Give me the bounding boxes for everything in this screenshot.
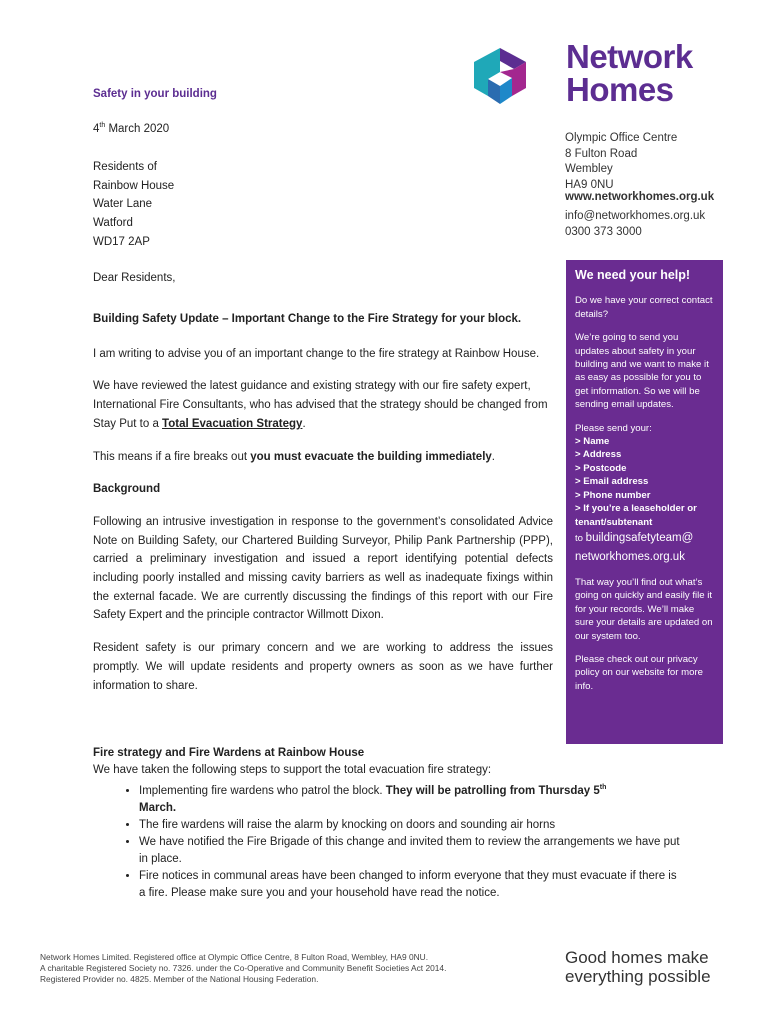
list-item: > Phone number: [575, 489, 651, 501]
recipient-line: WD17 2AP: [93, 235, 150, 248]
sidebar-email-2[interactable]: networkhomes.org.uk: [575, 550, 685, 563]
paragraph-4: Following an intrusive investigation in response to the government’s consolidated Advice Note on Building Safety, our Chartered Building Surveyor, Philip Pank Partnership (PPP), carried a preliminary investigation and issued a report identifying potential defects including poorly installed and missing cavity barriers as well as inadequate fixings within the external facade. We are currently discussing the findings of this report with our Fire Safety Expert and the principle contractor Willmott Dixon.: [93, 515, 553, 622]
logo-mark-icon: [474, 48, 526, 104]
contact-details: [565, 209, 705, 240]
letter-date: [93, 122, 169, 135]
sidebar-paragraph-3: Please check out our privacy policy on our website for more info.: [575, 653, 703, 692]
recipient-line: Rainbow House: [93, 179, 175, 192]
tagline-line-2: everything possible: [565, 967, 711, 986]
evacuate-emphasis: you must evacuate the building immediately: [250, 450, 492, 463]
recipient-line: Watford: [93, 217, 133, 230]
sidebar-paragraph-1: We’re going to send you updates about safety in your building and we want to make it as easy as possible for you to get information. So we will be sending email updates.: [575, 332, 709, 411]
list-item: [139, 779, 703, 817]
footer-line: A charitable Registered Society no. 7326. under the Co-Operative and Community Benefit Societies Act 2014.: [40, 963, 447, 973]
recipient-address: [93, 158, 174, 252]
fire-heading: Fire strategy and Fire Wardens at Rainbow House: [93, 747, 365, 759]
list-item: • We have notified the Fire Brigade of this change and invited them to review the arrangements we have put in place.: [139, 834, 684, 868]
footer-line: Network Homes Limited. Registered office at Olympic Office Centre, 8 Fulton Road, Wembley, HA9 0NU.: [40, 952, 429, 962]
total-evacuation-link: Total Evacuation Strategy: [162, 417, 303, 430]
sidebar-email: [575, 529, 714, 566]
list-item: > Postcode: [575, 462, 627, 474]
bullet-1-text: Implementing fire wardens who patrol the block.: [139, 784, 386, 797]
paragraph-1: I am writing to advise you of an important change to the fire strategy at Rainbow House.: [93, 347, 540, 360]
office-address: [565, 131, 677, 193]
date-rest: March 2020: [105, 122, 170, 135]
office-line: Wembley: [565, 163, 613, 175]
footer-legal: [40, 952, 446, 985]
fire-strategy-section: [93, 745, 703, 902]
fire-steps-list: [93, 779, 703, 902]
list-item: > Name: [575, 436, 610, 448]
paragraph-5: Resident safety is our primary concern and we are working to address the issues promptly. We will update residents and property owners as soon as we have further information to share.: [93, 642, 553, 692]
logo-wordmark: [566, 40, 693, 106]
sidebar-email-1[interactable]: buildingsafetyteam@: [585, 531, 694, 544]
bullet-1-bold: They will be patrolling from Thursday 5: [385, 784, 600, 797]
date-day: 4: [93, 122, 100, 135]
help-sidebar: [566, 260, 723, 744]
sidebar-question: Do we have your correct contact details?: [575, 295, 713, 320]
fire-intro: We have taken the following steps to support the total evacuation fire strategy:: [93, 764, 492, 776]
logo-line-1: Network: [566, 38, 693, 75]
letter-subject: Building Safety Update – Important Change to the Fire Strategy for your block.: [93, 313, 522, 325]
paragraph-3: [93, 448, 553, 467]
footer-tagline: [565, 948, 711, 986]
bullet-1-bold-2: March.: [139, 801, 177, 814]
list-item: > If you’re a leaseholder or tenant/subtenant: [575, 503, 697, 528]
letter-body: [93, 310, 553, 695]
paragraph-3-end: .: [491, 450, 495, 463]
office-line: Olympic Office Centre: [565, 132, 678, 144]
sidebar-details-list: [575, 435, 714, 529]
bullet-1-sup: th: [599, 784, 607, 791]
logo-line-2: Homes: [566, 71, 674, 108]
list-item: > Email address: [575, 476, 649, 488]
sidebar-send-label: Please send your:: [575, 422, 652, 434]
sidebar-title: We need your help!: [575, 268, 691, 282]
contact-email[interactable]: info@networkhomes.org.uk: [565, 210, 706, 222]
footer-line: Registered Provider no. 4825. Member of the National Housing Federation.: [40, 974, 319, 984]
office-line: HA9 0NU: [565, 178, 614, 191]
list-item: > Address: [575, 449, 622, 461]
greeting: Dear Residents,: [93, 272, 176, 284]
office-line: 8 Fulton Road: [565, 147, 638, 160]
paragraph-3-text: This means if a fire breaks out: [93, 450, 251, 463]
sidebar-paragraph-2: That way you’ll find out what’s going on quickly and easily file it for your records. We’ll make sure your details are updated on our system too.: [575, 576, 713, 642]
recipient-line: Residents of: [93, 161, 157, 173]
sidebar-to: to: [575, 532, 586, 544]
background-heading: Background: [93, 483, 161, 496]
letter-heading: Safety in your building: [93, 88, 217, 100]
list-item: • The fire wardens will raise the alarm by knocking on doors and sounding air horns: [139, 817, 703, 834]
recipient-line: Water Lane: [93, 198, 153, 211]
contact-phone: 0300 373 3000: [565, 225, 642, 238]
website-link[interactable]: www.networkhomes.org.uk: [565, 191, 715, 203]
paragraph-2: [93, 377, 553, 433]
tagline-line-1: Good homes make: [565, 948, 709, 967]
date-suffix: th: [99, 122, 106, 129]
paragraph-2-end: .: [302, 417, 306, 430]
list-item: • Fire notices in communal areas have been changed to inform everyone that they must evacuate if there is a fire. Please make sure you and your household have read the notice.: [139, 868, 684, 902]
paragraph-2-text: We have reviewed the latest guidance and existing strategy with our fire safety expert, International Fire Consultants, who has advised that the strategy should be changed from Stay Put to a: [93, 380, 548, 430]
